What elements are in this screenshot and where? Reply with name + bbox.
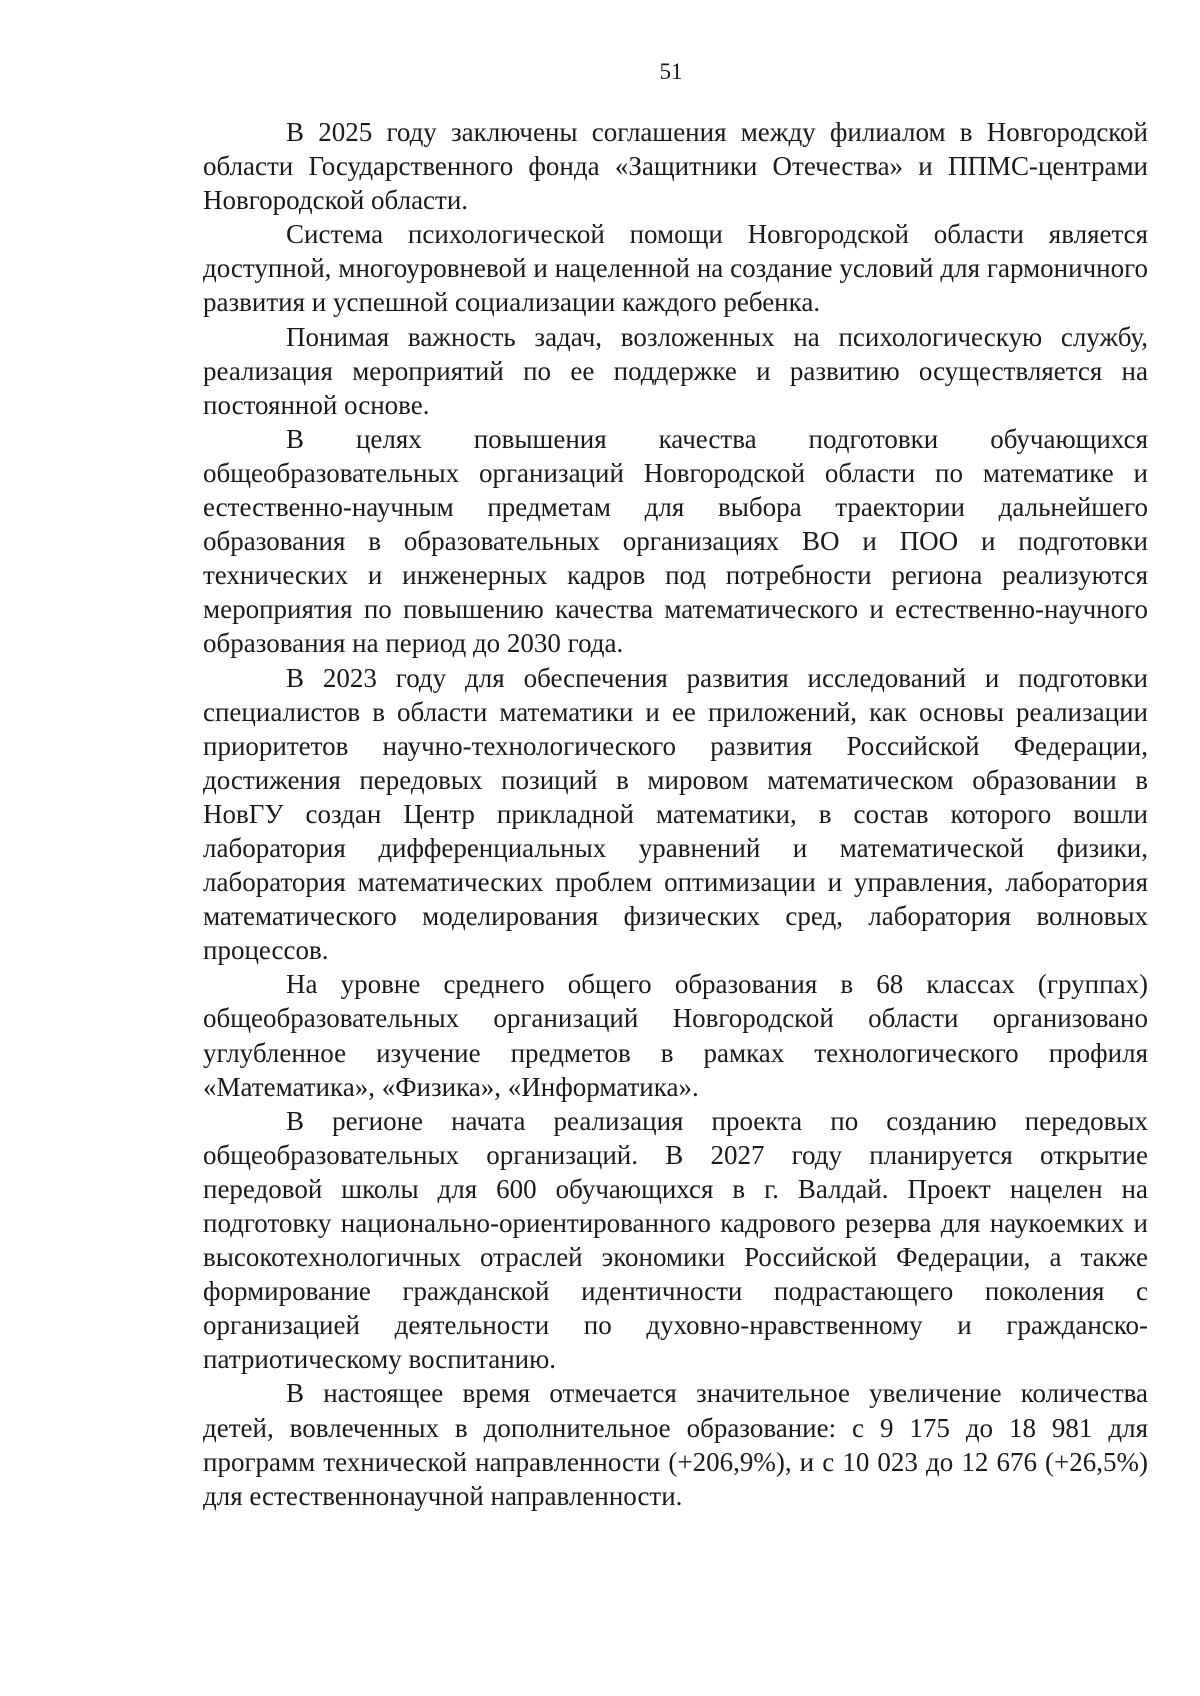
page-number: 51 — [659, 59, 683, 84]
document-body — [203, 115, 1148, 1513]
paragraph-applied-math-center: В 2023 году для обеспечения развития исследований и подготовки специалистов в области математики и ее приложений, как основы реализации приоритетов научно-технологического развития Российской Федерации, достижения передовых позиций в мировом математическом образовании в НовГУ создан Центр прикладной математики, в состав которого вошли лаборатория дифференциальных уравнений и математической физики, лаборатория математических проблем оптимизации и управления, лаборатория математического моделирования физических сред, лаборатория волновых процессов. — [203, 662, 1148, 966]
paragraph-psychological-service: Понимая важность задач, возложенных на психологическую службу, реализация мероприятий по ее поддержке и развитию осуществляется на постоянной основе. — [203, 321, 1148, 420]
paragraph-technological-profile: На уровне среднего общего образования в 68 классах (группах) общеобразовательных организаций Новгородской области организовано углубленное изучение предметов в рамках технологического профиля «Математика», «Физика», «Информатика». — [203, 969, 1148, 1102]
paragraph-psychological-help-system: Система психологической помощи Новгородской области является доступной, многоуровневой и нацеленной на создание условий для гармоничного развития и успешной социализации каждого ребенка. — [203, 219, 1148, 318]
paragraph-math-science-education: В целях повышения качества подготовки обучающихся общеобразовательных организаций Новгородской области по математике и естественно-научным предметам для выбора траектории дальнейшего образования в образовательных организациях ВО и ПОО и подготовки технических и инженерных кадров под потребности региона реализуются мероприятия по повышению качества математического и естественно-научного образования на период до 2030 года. — [203, 423, 1148, 659]
paragraph-agreements: В 2025 году заключены соглашения между филиалом в Новгородской области Государственного фонда «Защитники Отечества» и ППМС-центрами Новгородской области. — [203, 117, 1148, 216]
paragraph-advanced-schools-project: В регионе начата реализация проекта по созданию передовых общеобразовательных организаций. В 2027 году планируется открытие передовой школы для 600 обучающихся в г. Валдай. Проект нацелен на подготовку национально-ориентированного кадрового резерва для наукоемких и высокотехнологичных отраслей экономики Российской Федерации, а также формирование гражданской идентичности подрастающего поколения с организацией деятельности по духовно-нравственному и гражданско-патриотическому воспитанию. — [203, 1105, 1148, 1375]
paragraph-additional-education-stats: В настоящее время отмечается значительное увеличение количества детей, вовлеченных в дополнительное образование: с 9 175 до 18 981 для программ технической направленности (+206,9%), и с 10 023 до 12 676 (+26,5%) для естественнонаучной направленности. — [203, 1378, 1148, 1511]
